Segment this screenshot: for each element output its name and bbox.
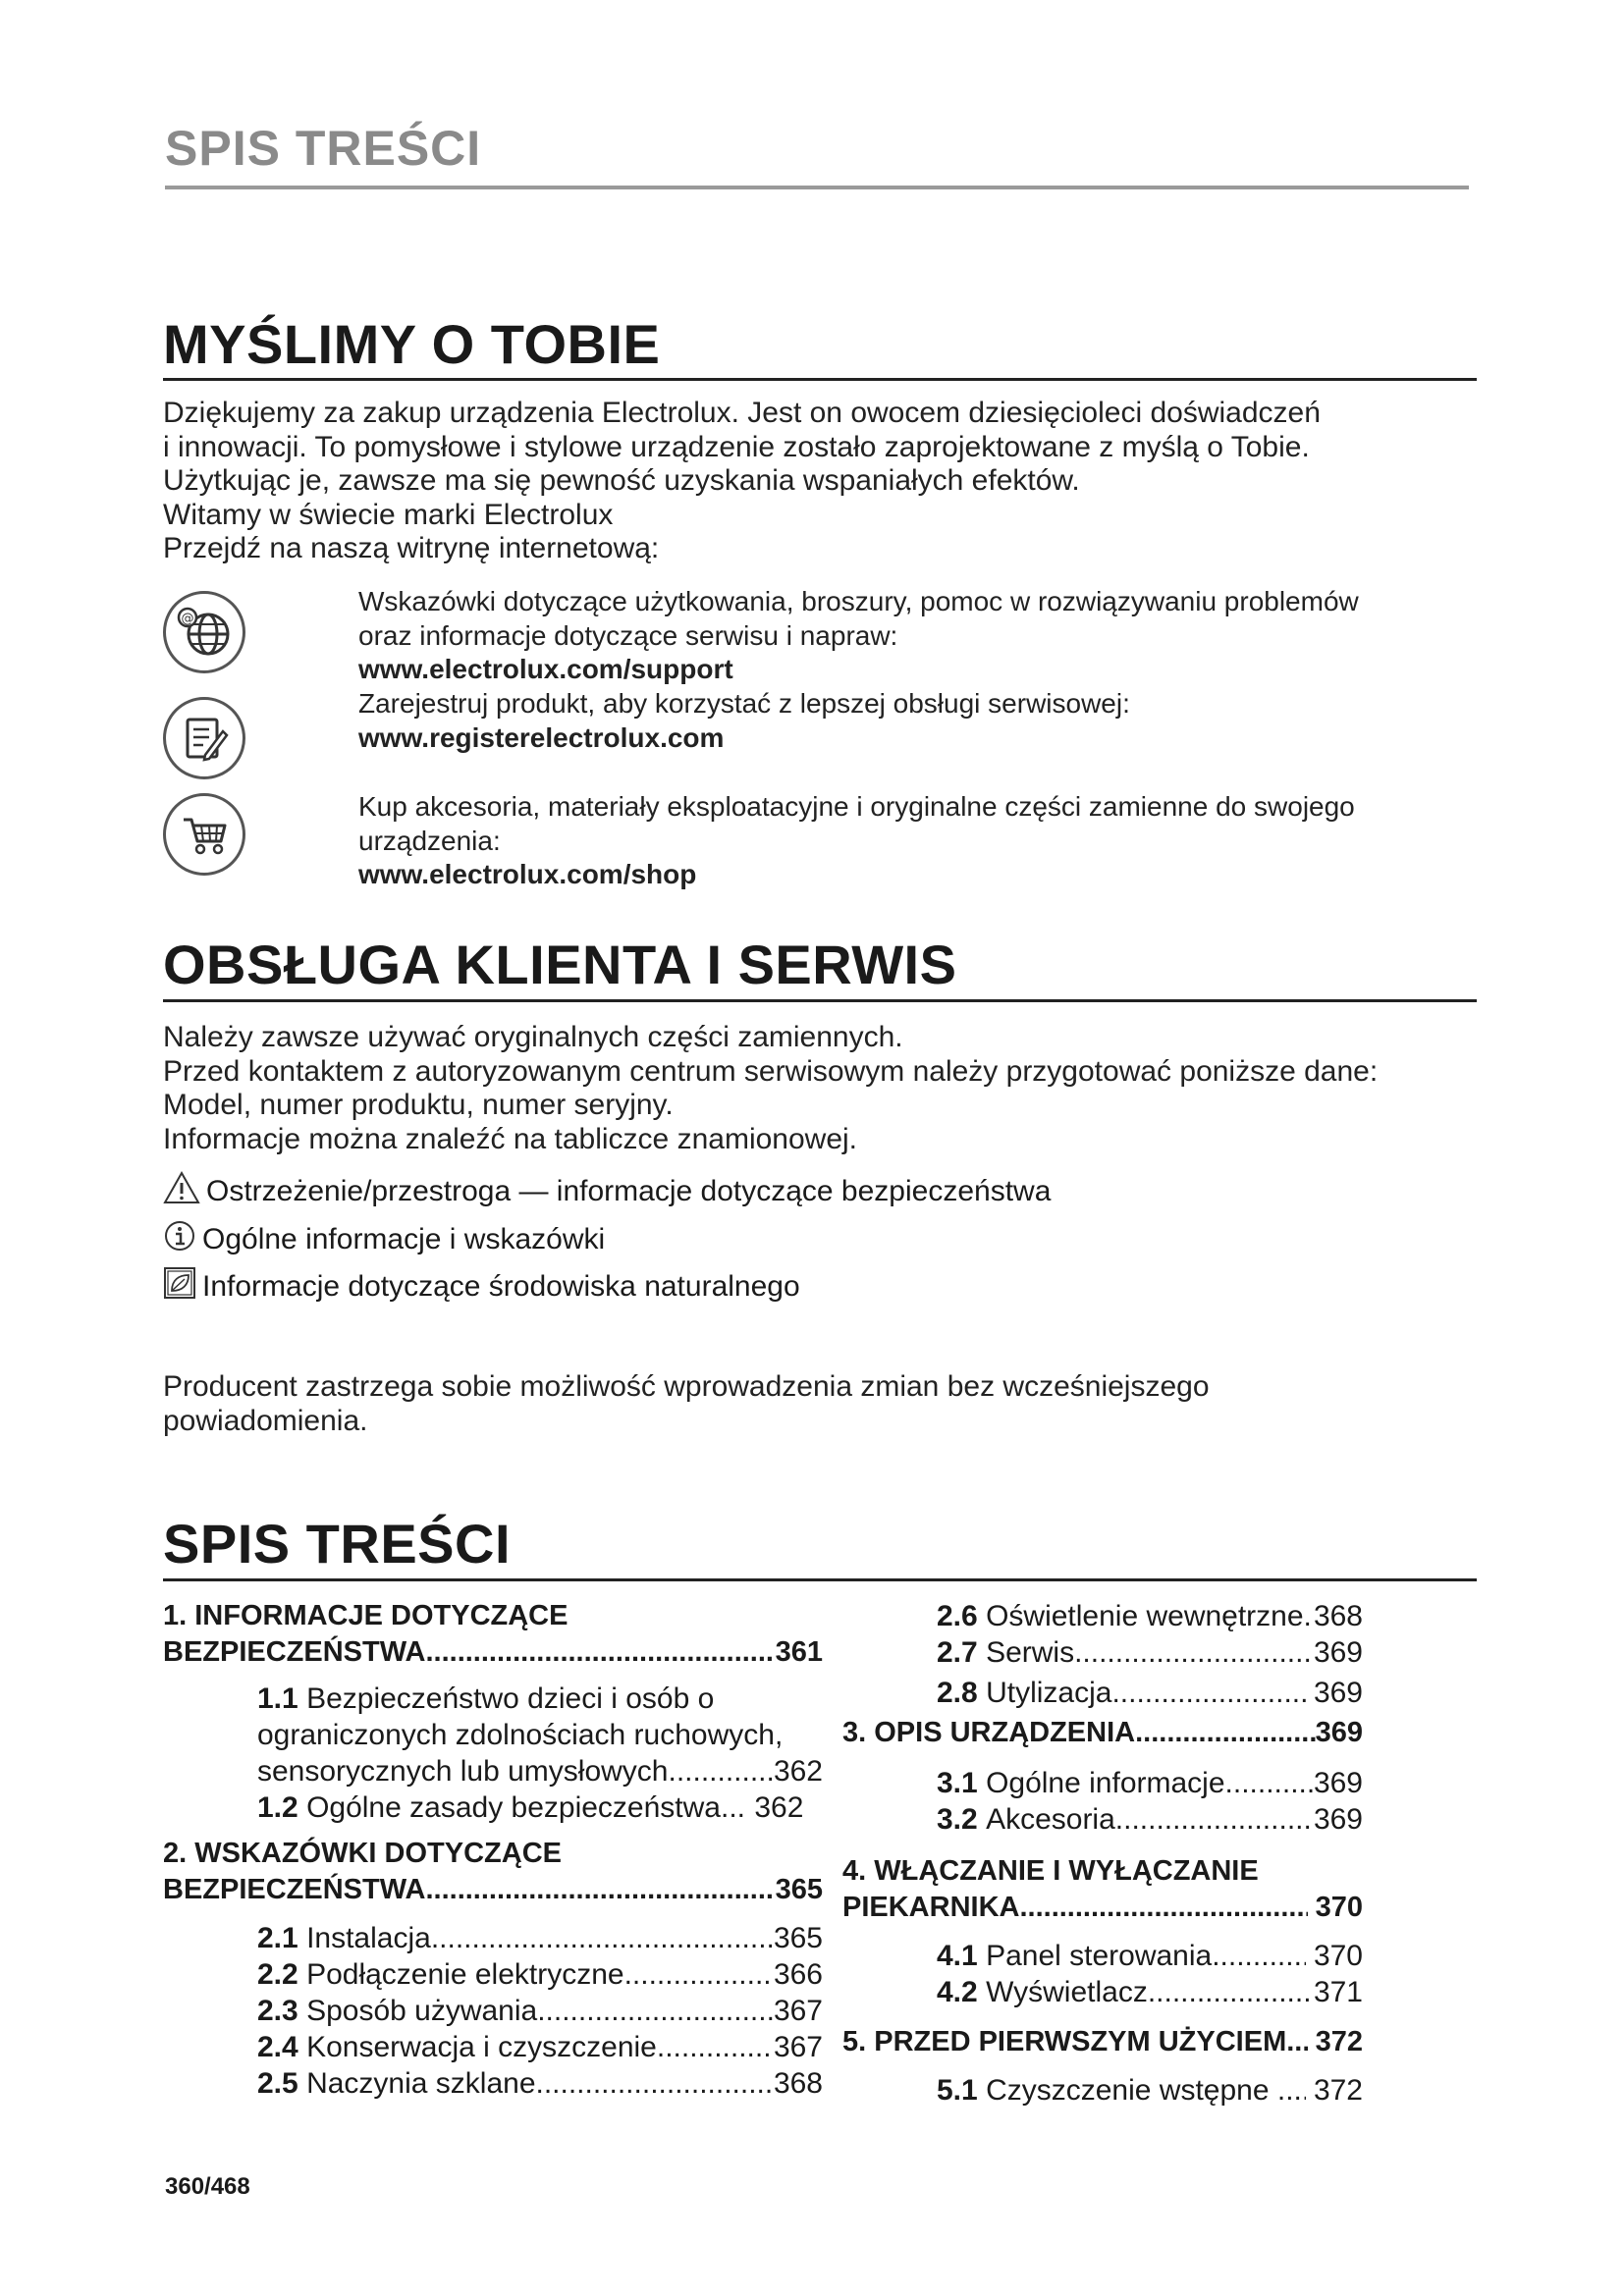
toc-entry-1-2[interactable]: 1.2 Ogólne zasady bezpieczeństwa ..... 362: [257, 1789, 823, 1826]
environment-icon: [163, 1266, 196, 1308]
service-description: Zarejestruj produkt, aby korzystać z lepszej obsługi serwisowej:: [358, 688, 1130, 719]
toc-entry[interactable]: 2.3 Sposób używania ..... 367: [257, 1993, 823, 2029]
section-divider: [163, 1578, 1477, 1581]
notice-text: Ogólne informacje i wskazówki: [202, 1223, 606, 1255]
toc-chapter-1-title[interactable]: 1. INFORMACJE DOTYCZĄCE: [163, 1600, 568, 1631]
toc-chapter-2-title[interactable]: 2. WSKAZÓWKI DOTYCZĄCE: [163, 1838, 562, 1869]
header-divider: [165, 186, 1469, 189]
service-description: urządzenia:: [358, 825, 501, 856]
toc-entry-text: BEZPIECZEŃSTWA: [163, 1636, 426, 1668]
register-link[interactable]: www.registerelectrolux.com: [358, 721, 725, 753]
toc-entry[interactable]: 2.5 Naczynia szklane ..... 368: [257, 2065, 823, 2102]
service-description: Kup akcesoria, materiały eksploatacyjne i oryginalne części zamienne do swojego: [358, 791, 1355, 822]
toc-entry-1-1-cont: ograniczonych zdolnościach ruchowych,: [257, 1719, 784, 1751]
disclaimer: [163, 1370, 1479, 1438]
shop-service-block: [358, 790, 1478, 892]
toc-entry[interactable]: 3.2 Akcesoria ..... 369: [937, 1801, 1363, 1838]
disclaimer-line: Producent zastrzega sobie możliwość wprowadzenia zmian bez wcześniejszego: [163, 1370, 1210, 1403]
notice-text: Ostrzeżenie/przestroga — informacje dotyczące bezpieczeństwa: [206, 1175, 1052, 1207]
toc-entry[interactable]: 5.1 Czyszczenie wstępne ..... 372: [937, 2072, 1363, 2109]
section-divider: [163, 378, 1477, 381]
toc-chapter-2[interactable]: BEZPIECZEŃSTWA ..... 365: [163, 1872, 823, 1908]
toc-sub-5: [937, 2072, 1363, 2109]
cart-icon: [163, 793, 245, 876]
svg-text:@: @: [181, 612, 194, 626]
toc-chapter-4[interactable]: PIEKARNIKA ..... 370: [842, 1890, 1363, 1926]
toc-chapter-3[interactable]: 3. OPIS URZĄDZENIA ..... 369: [842, 1715, 1363, 1751]
toc-entry-1-1-end[interactable]: sensorycznych lub umysłowych ..... 362: [257, 1753, 823, 1789]
shop-link[interactable]: www.electrolux.com/shop: [358, 859, 697, 889]
section-divider: [163, 999, 1477, 1002]
notice-text: Informacje dotyczące środowiska naturalnego: [202, 1270, 800, 1303]
service-description: Wskazówki dotyczące użytkowania, broszury, pomoc w rozwiązywaniu problemów: [358, 586, 1359, 616]
intro-paragraph: [163, 397, 1479, 566]
toc-entry[interactable]: 2.8 Utylizacja ..... 369: [937, 1675, 1363, 1711]
intro-line: Przejdź na naszą witrynę internetową:: [163, 532, 660, 564]
toc-left-column: [163, 1598, 823, 2102]
toc-sub-2b: [937, 1598, 1363, 1711]
service-line: Model, numer produktu, numer seryjny.: [163, 1089, 674, 1121]
globe-icon: [163, 591, 245, 673]
support-service-block: [358, 585, 1478, 687]
toc-entry[interactable]: 2.4 Konserwacja i czyszczenie ..... 367: [257, 2029, 823, 2065]
disclaimer-line: powiadomienia.: [163, 1404, 368, 1437]
toc-entry[interactable]: 2.6 Oświetlenie wewnętrzne ..... 368: [937, 1598, 1363, 1634]
toc-sub-2: [257, 1920, 823, 2102]
service-description: oraz informacje dotyczące serwisu i napraw:: [358, 619, 898, 651]
toc-entry[interactable]: 2.2 Podłączenie elektryczne ..... 366: [257, 1956, 823, 1993]
service-paragraph: [163, 1021, 1479, 1156]
register-service-block: [358, 687, 1478, 755]
section-title-myslimy: MYŚLIMY O TOBIE: [163, 313, 661, 375]
toc-entry[interactable]: 2.1 Instalacja ..... 365: [257, 1920, 823, 1956]
toc-chapter-1[interactable]: [163, 1634, 823, 1671]
running-header: SPIS TREŚCI: [165, 121, 482, 176]
toc-right-column: [842, 1598, 1502, 2109]
service-line: Przed kontaktem z autoryzowanym centrum serwisowym należy przygotować poniższe dane:: [163, 1054, 1379, 1088]
notice-info: [163, 1219, 605, 1260]
service-line: Informacje można znaleźć na tabliczce znamionowej.: [163, 1122, 858, 1155]
intro-line: Witamy w świecie marki Electrolux: [163, 498, 614, 531]
notice-environment: [163, 1266, 800, 1308]
toc-entry-1-1[interactable]: 1.1 Bezpieczeństwo dzieci i osób o: [257, 1682, 715, 1715]
intro-line: i innowacji. To pomysłowe i stylowe urządzenie zostało zaprojektowane z myślą o Tobie.: [163, 430, 1310, 463]
toc-entry[interactable]: 2.7 Serwis ..... 369: [937, 1634, 1363, 1671]
toc-entry[interactable]: 4.2 Wyświetlacz ..... 371: [937, 1974, 1363, 2010]
toc-chapter-5[interactable]: 5. PRZED PIERWSZYM UŻYCIEM ..... 372: [842, 2024, 1363, 2060]
page-number: 360/468: [165, 2173, 250, 2200]
toc-title: SPIS TREŚCI: [163, 1513, 512, 1575]
toc-entry[interactable]: 3.1 Ogólne informacje ..... 369: [937, 1765, 1363, 1801]
intro-line: Użytkując je, zawsze ma się pewność uzyskania wspaniałych efektów.: [163, 464, 1080, 497]
toc-entry[interactable]: 4.1 Panel sterowania ..... 370: [937, 1938, 1363, 1974]
warning-icon: [163, 1170, 200, 1213]
toc-sub-1: [257, 1681, 823, 1826]
intro-line: Dziękujemy za zakup urządzenia Electrolux. Jest on owocem dziesięcioleci doświadczeń: [163, 397, 1321, 429]
service-line: Należy zawsze używać oryginalnych części zamiennych.: [163, 1021, 903, 1053]
support-link[interactable]: www.electrolux.com/support: [358, 654, 733, 684]
info-icon: [163, 1219, 196, 1260]
toc-sub-4: [937, 1938, 1363, 2010]
toc-sub-3: [937, 1765, 1363, 1838]
register-icon: [163, 697, 245, 779]
toc-page: 361: [775, 1636, 823, 1668]
toc-chapter-4-title[interactable]: 4. WŁĄCZANIE I WYŁĄCZANIE: [842, 1855, 1259, 1887]
notice-warning: [163, 1170, 1051, 1213]
section-title-obsluga: OBSŁUGA KLIENTA I SERWIS: [163, 934, 957, 995]
